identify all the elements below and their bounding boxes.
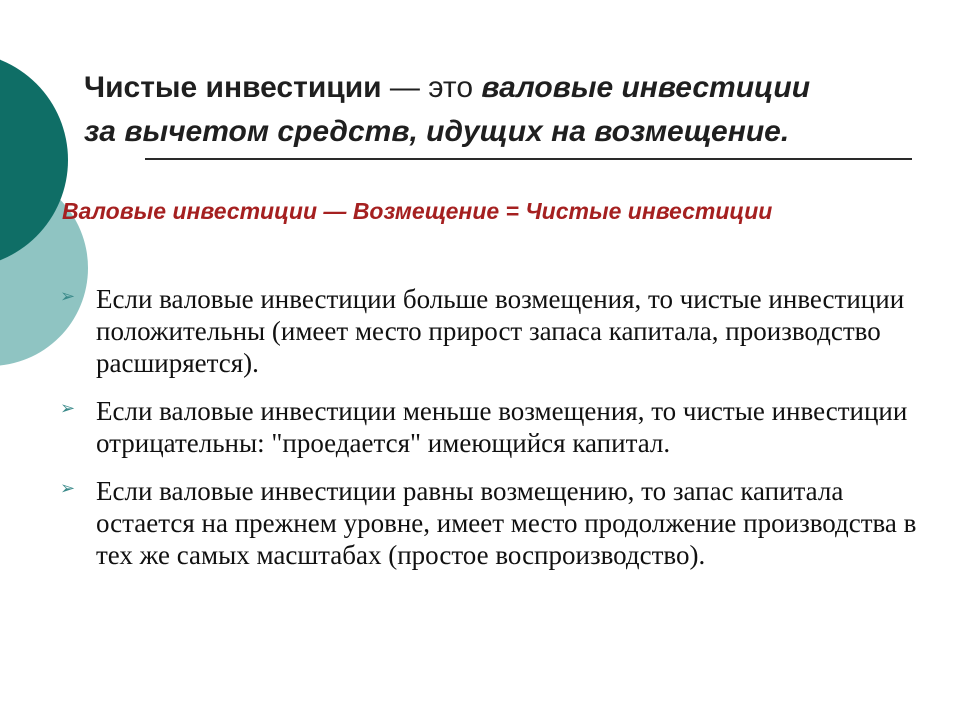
slide-title <box>84 66 904 154</box>
list-item-text: Если валовые инвестиции меньше возмещения, то чистые инвестиции отрицательны: "проедается" имеющийся капитал. <box>96 396 908 458</box>
title-connector: — это <box>381 71 482 104</box>
list-item <box>60 395 920 459</box>
bullet-list <box>60 283 920 587</box>
arrow-bullet-icon: ➢ <box>60 478 76 499</box>
list-item <box>60 283 920 379</box>
arrow-bullet-icon: ➢ <box>60 286 76 307</box>
list-item-text: Если валовые инвестиции равны возмещению, то запас капитала остается на прежнем уровне, имеет место продолжение производства в тех же самых масштабах (простое воспроизводство). <box>96 476 917 570</box>
title-term: Чистые инвестиции <box>84 71 382 104</box>
formula: Валовые инвестиции — Возмещение = Чистые инвестиции <box>62 198 773 224</box>
list-item-text: Если валовые инвестиции больше возмещения, то чистые инвестиции положительны (имеет место прирост запаса капитала, производство расширяется). <box>96 284 905 378</box>
title-definition-start: валовые инвестиции <box>481 71 811 104</box>
list-item <box>60 475 920 571</box>
arrow-bullet-icon: ➢ <box>60 398 76 419</box>
title-definition-end: за вычетом средств, идущих на возмещение. <box>84 115 790 148</box>
title-underline <box>145 158 912 160</box>
